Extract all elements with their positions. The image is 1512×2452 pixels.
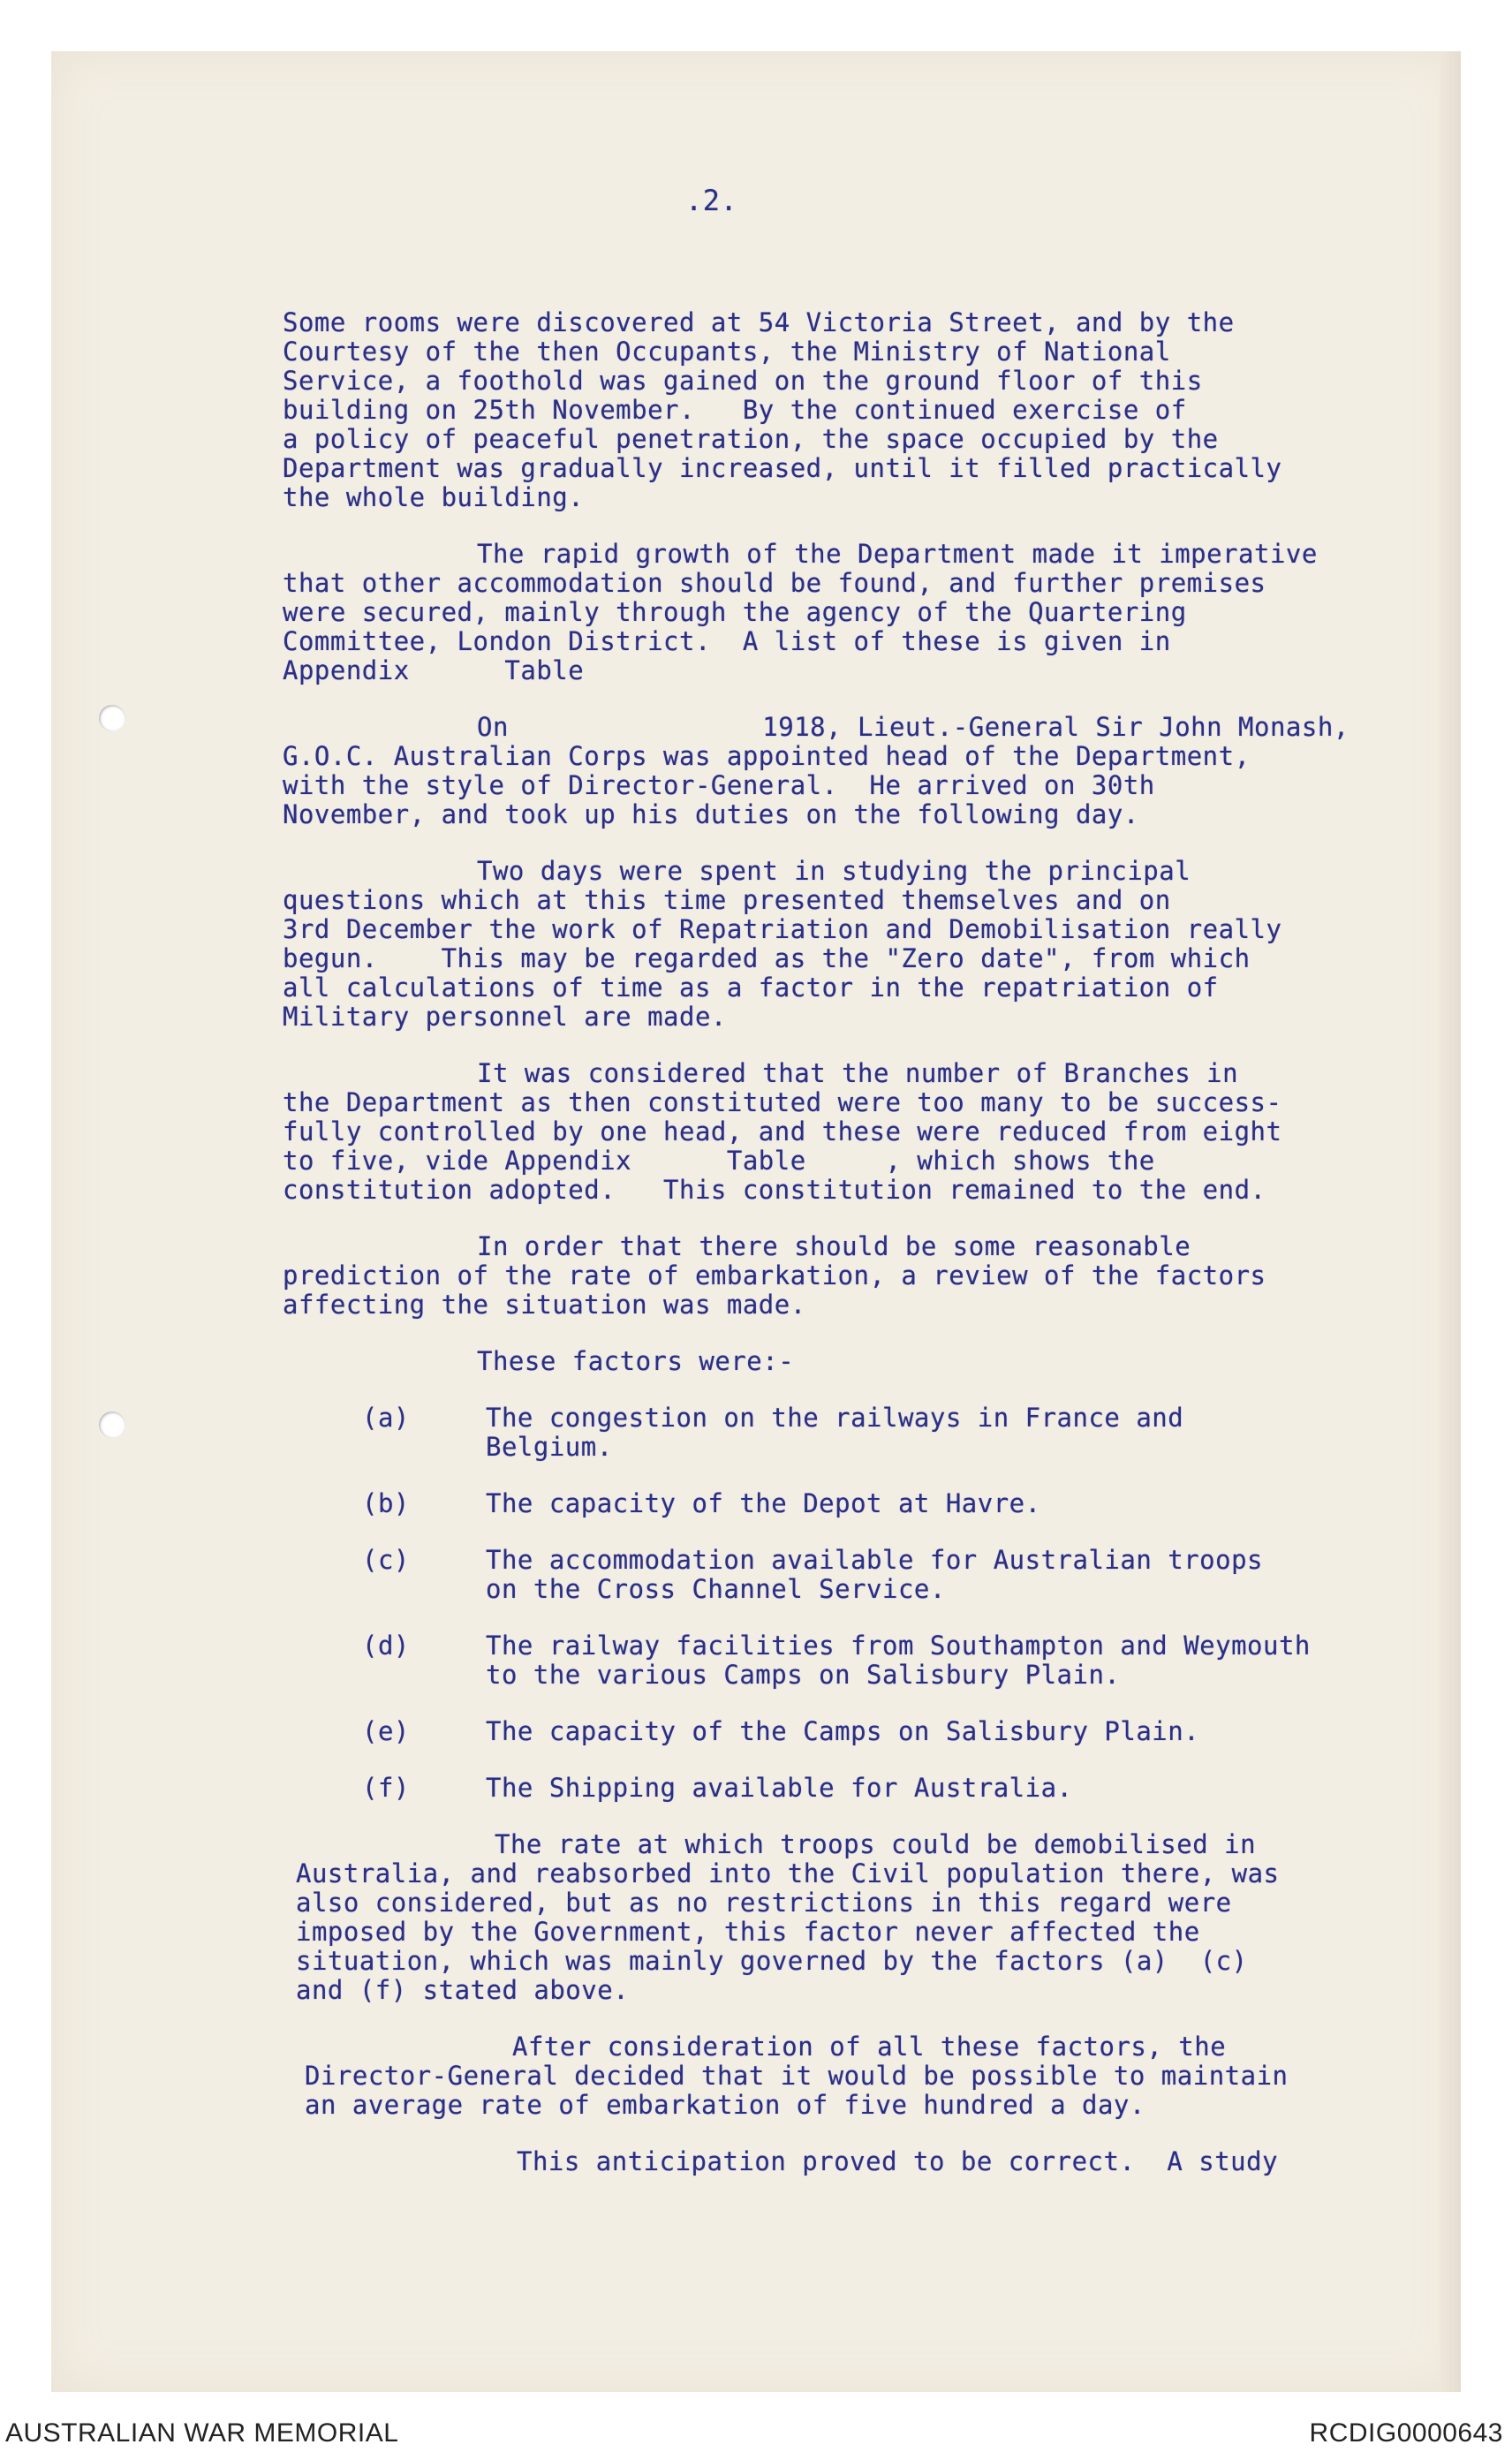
typed-line: The congestion on the railways in France and bbox=[486, 1403, 1184, 1433]
typed-line: (a) bbox=[362, 1403, 410, 1433]
typed-line: The capacity of the Depot at Havre. bbox=[486, 1488, 1041, 1518]
typed-line: The accommodation available for Australian troops bbox=[486, 1545, 1264, 1575]
typed-line: After consideration of all these factors, the bbox=[512, 2032, 1227, 2062]
typed-line: (f) bbox=[362, 1773, 410, 1803]
typed-line: to the various Camps on Salisbury Plain. bbox=[486, 1660, 1121, 1690]
typed-line: On 1918, Lieut.-General Sir John Monash, bbox=[477, 712, 1349, 742]
typed-line: (c) bbox=[362, 1545, 410, 1575]
typed-line: This anticipation proved to be correct. A study bbox=[517, 2146, 1279, 2176]
typed-line: Military personnel are made. bbox=[283, 1002, 727, 1032]
typed-line: The railway facilities from Southampton and Weymouth bbox=[486, 1631, 1311, 1661]
typed-line: constitution adopted. This constitution remained to the end. bbox=[283, 1175, 1266, 1205]
typed-line: the Department as then constituted were too many to be success- bbox=[283, 1087, 1282, 1117]
typed-line: Department was gradually increased, until it filled practically bbox=[283, 453, 1282, 483]
typed-line: affecting the situation was made. bbox=[283, 1290, 806, 1320]
typed-line: were secured, mainly through the agency of the Quartering bbox=[283, 597, 1187, 627]
typed-line: Appendix Table bbox=[283, 655, 585, 685]
typed-line: on the Cross Channel Service. bbox=[486, 1574, 946, 1604]
typed-line: the whole building. bbox=[283, 482, 585, 512]
archive-credit: AUSTRALIAN WAR MEMORIAL bbox=[5, 2418, 399, 2448]
typed-line: and (f) stated above. bbox=[296, 1975, 630, 2005]
typed-line: also considered, but as no restrictions in this regard were bbox=[296, 1888, 1232, 1918]
typed-line: Two days were spent in studying the principal bbox=[477, 856, 1191, 886]
typed-line: to five, vide Appendix Table , which shows the bbox=[283, 1146, 1155, 1176]
typed-line: G.O.C. Australian Corps was appointed head of the Department, bbox=[283, 741, 1251, 771]
typed-line: Service, a foothold was gained on the ground floor of this bbox=[283, 366, 1203, 396]
typed-line: In order that there should be some reasonable bbox=[477, 1231, 1191, 1261]
typed-line: Belgium. bbox=[486, 1432, 613, 1462]
typed-line: The rapid growth of the Department made it imperative bbox=[477, 539, 1318, 569]
typed-line: situation, which was mainly governed by the factors (a) (c) bbox=[296, 1946, 1248, 1976]
typed-line: Courtesy of the then Occupants, the Ministry of National bbox=[283, 337, 1171, 367]
typed-line: a policy of peaceful penetration, the space occupied by the bbox=[283, 424, 1219, 454]
page-edge bbox=[1440, 51, 1461, 2392]
typed-line: The rate at which troops could be demobilised in bbox=[495, 1829, 1257, 1859]
typed-line: imposed by the Government, this factor never affected the bbox=[296, 1917, 1200, 1947]
typed-line: (e) bbox=[362, 1716, 410, 1746]
typed-line: 3rd December the work of Repatriation and Demobilisation really bbox=[283, 914, 1282, 944]
typed-line: Some rooms were discovered at 54 Victoria Street, and by the bbox=[283, 307, 1235, 337]
typed-line: an average rate of embarkation of five hundred a day. bbox=[305, 2090, 1145, 2120]
typed-line: (b) bbox=[362, 1488, 410, 1518]
typed-line: prediction of the rate of embarkation, a review of the factors bbox=[283, 1260, 1266, 1290]
typed-line: (d) bbox=[362, 1631, 410, 1661]
punch-hole bbox=[99, 705, 125, 731]
punch-hole bbox=[99, 1411, 125, 1438]
typed-line: with the style of Director-General. He arrived on 30th bbox=[283, 770, 1155, 800]
page-number: .2. bbox=[685, 184, 738, 217]
typed-line: begun. This may be regarded as the "Zero date", from which bbox=[283, 943, 1251, 973]
typed-line: The Shipping available for Australia. bbox=[486, 1773, 1073, 1803]
typed-line: The capacity of the Camps on Salisbury Plain. bbox=[486, 1716, 1200, 1746]
typed-line: November, and took up his duties on the following day. bbox=[283, 799, 1139, 829]
typed-line: Australia, and reabsorbed into the Civil population there, was bbox=[296, 1858, 1280, 1888]
typed-line: It was considered that the number of Branches in bbox=[477, 1058, 1239, 1088]
typed-line: These factors were:- bbox=[477, 1346, 795, 1376]
typed-line: questions which at this time presented themselves and on bbox=[283, 885, 1171, 915]
typed-line: Director-General decided that it would be possible to maintain bbox=[305, 2061, 1289, 2091]
typed-line: that other accommodation should be found, and further premises bbox=[283, 568, 1266, 598]
archive-reference: RCDIG0000643 bbox=[1309, 2418, 1503, 2448]
typed-line: building on 25th November. By the continued exercise of bbox=[283, 395, 1187, 425]
typed-line: Committee, London District. A list of these is given in bbox=[283, 626, 1171, 656]
typed-line: fully controlled by one head, and these were reduced from eight bbox=[283, 1116, 1282, 1147]
typed-line: all calculations of time as a factor in the repatriation of bbox=[283, 972, 1219, 1003]
